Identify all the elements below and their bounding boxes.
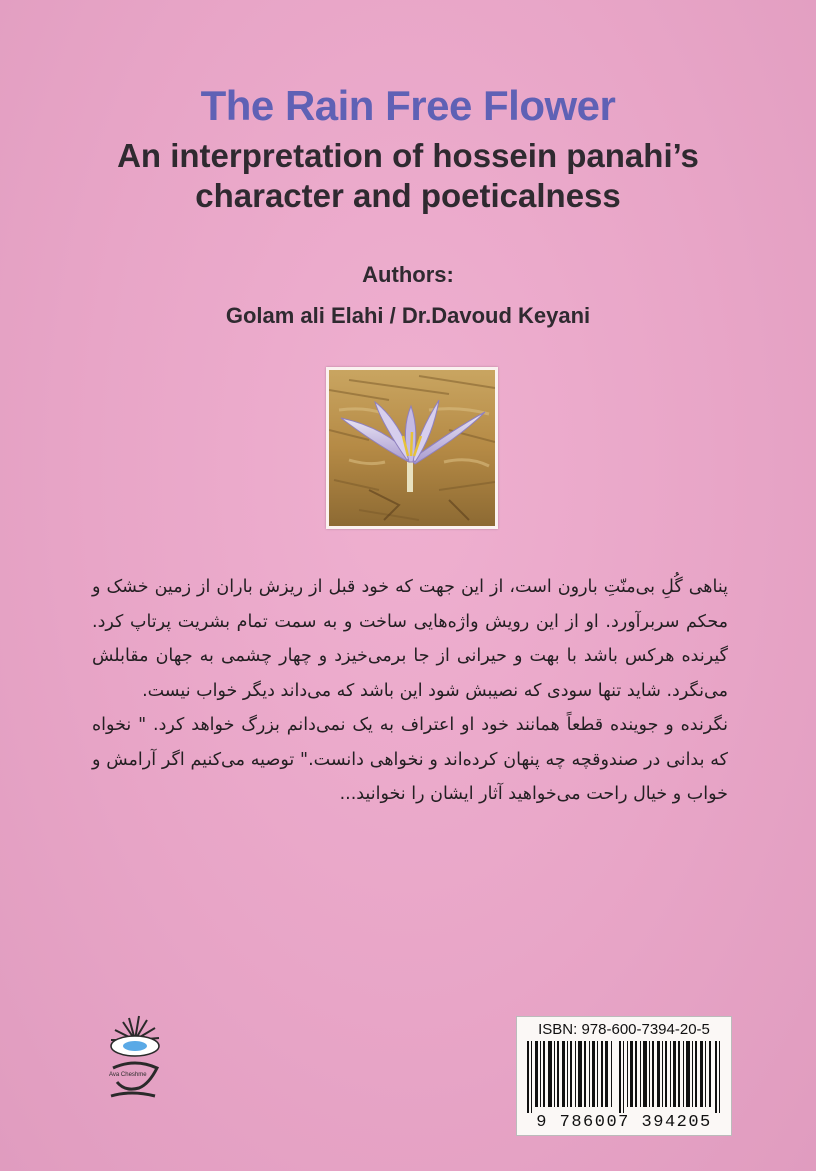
barcode-icon bbox=[525, 1041, 723, 1113]
book-title: The Rain Free Flower bbox=[200, 82, 616, 129]
flower-photo-icon bbox=[329, 370, 495, 526]
crocus-flower-photo bbox=[326, 367, 498, 529]
publisher-logo-icon bbox=[95, 1010, 175, 1110]
subtitle-line-1: An interpretation of hossein panahi’s bbox=[117, 137, 699, 174]
publisher-logo-latin: Ava Cheshme bbox=[109, 1072, 147, 1078]
authors-label: Authors: bbox=[362, 262, 454, 287]
authors-names: Golam ali Elahi / Dr.Davoud Keyani bbox=[225, 303, 591, 328]
isbn-label: ISBN: 978-600-7394-20-5 bbox=[538, 1021, 710, 1038]
blurb-paragraph-1: پناهی گُلِ بی‌منّتِ بارون است، از این جهت که خود قبل از ریزش باران از زمین خشک و محکم سربرآورد. او از این رویش واژه‌هایی ساخت و به سمت تمام بشریت پرتاپ کرد. گیرنده هرکس باشد با بهت و حیرانی از جا برمی‌خیزد و چهار چشمی به جهان مقابلش می‌نگرد. شاید تنها سودی که نصیبش شود این باشد که می‌داند دیگر خواب نیست. bbox=[92, 577, 728, 701]
blurb-paragraph-2: نگرنده و جوینده قطعاً همانند خود او اعتراف به یک نمی‌دانم بزرگ خواهد کرد. " نخواه که بدانی در صندوقچه چه پنهان کرده‌اند و نخواهی دانست." توصیه می‌کنیم اگر آرامش و خواب و خیال راحت می‌خواهید آثار ایشان را نخوانید... bbox=[92, 715, 728, 804]
isbn-barcode-box bbox=[516, 1016, 732, 1136]
isbn-digits: 9 786007 394205 bbox=[536, 1113, 712, 1132]
persian-blurb bbox=[92, 570, 728, 812]
book-subtitle bbox=[0, 136, 816, 216]
subtitle-line-2: character and poeticalness bbox=[195, 177, 621, 214]
